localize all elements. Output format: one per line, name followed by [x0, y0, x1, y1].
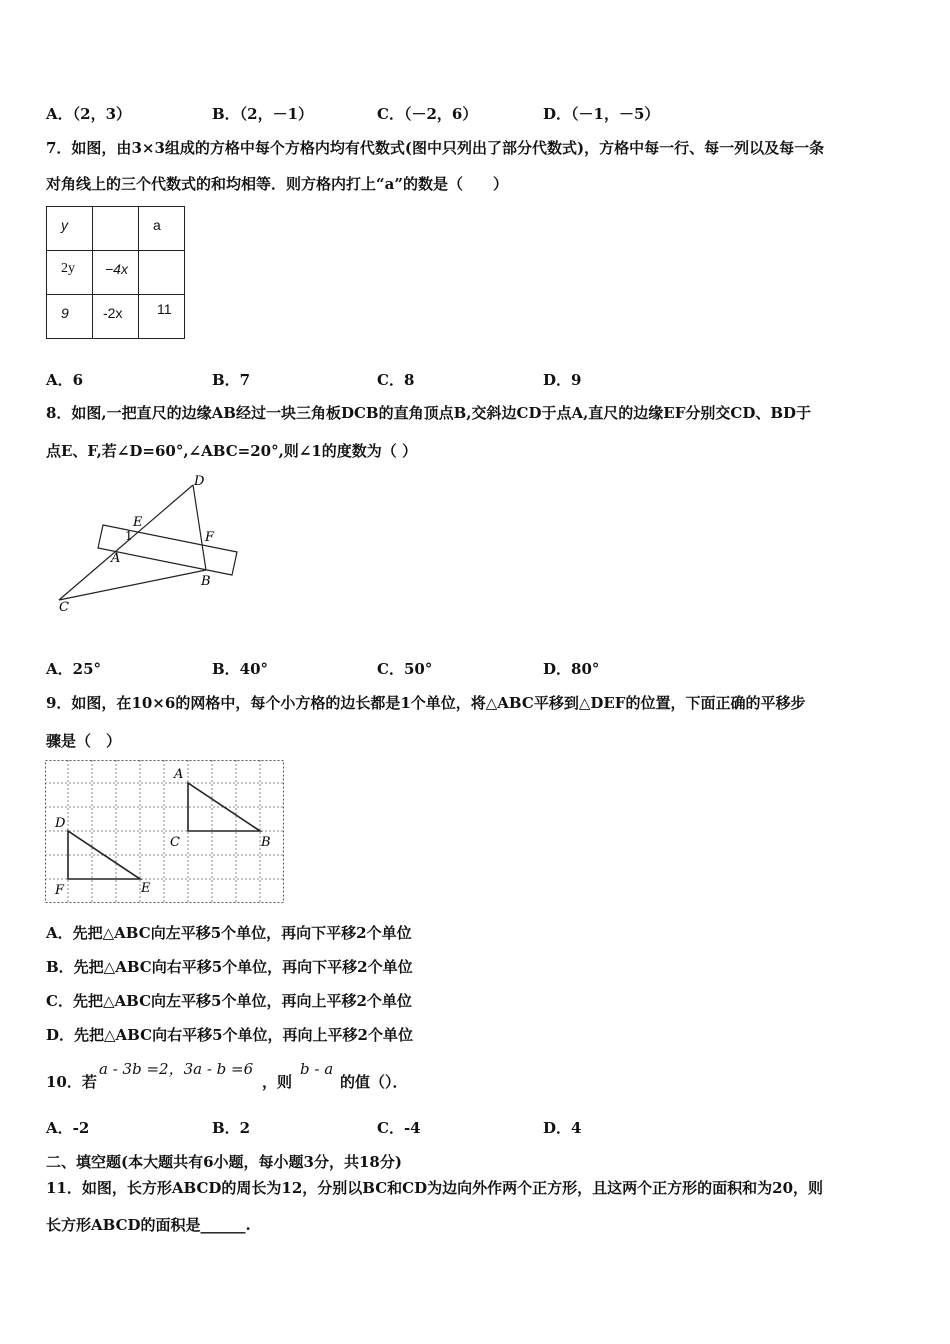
q10-prefix: 10．若: [46, 1073, 97, 1091]
q9-grid-figure: [45, 760, 285, 904]
label-e: E: [141, 881, 151, 896]
q7-option-d[interactable]: D．9: [543, 371, 582, 389]
label-c: C: [59, 600, 69, 615]
q7-grid: [46, 206, 185, 339]
triangle-side-cb: [59, 570, 206, 600]
q9-stem-line1: 9．如图，在10×6的网格中，每个小方格的边长都是1个单位，将△ABC平移到△DEF的位置，下面正确的平移步: [46, 694, 806, 712]
q8-option-b[interactable]: B．40°: [212, 660, 269, 678]
q7-cell: 11: [139, 295, 185, 339]
q7-option-a[interactable]: A．6: [46, 371, 84, 389]
label-f: F: [205, 530, 215, 545]
q10-mid: ，则: [262, 1073, 293, 1091]
label-d: D: [194, 474, 205, 489]
label-b: B: [261, 835, 271, 850]
q7-cell: -2x: [93, 295, 139, 339]
q6-option-c[interactable]: C．（－2，6）: [377, 105, 478, 123]
q10-option-b[interactable]: B．2: [212, 1119, 251, 1137]
q8-stem-line1: 8．如图,一把直尺的边缘AB经过一块三角板DCB的直角顶点B,交斜边CD于点A,直尺的边缘EF分别交CD、BD于: [46, 404, 812, 422]
q7-cell: [139, 251, 185, 295]
q8-stem-line2: 点E、F,若∠D=60°,∠ABC=20°,则∠1的度数为（ ）: [46, 442, 418, 460]
q10-option-d[interactable]: D．4: [543, 1119, 582, 1137]
q8-ruler-triangle-figure: [46, 468, 246, 618]
q11-stem-line1: 11．如图，长方形ABCD的周长为12，分别以BC和CD为边向外作两个正方形，且这两个正方形的面积和为20，则: [46, 1179, 824, 1197]
label-f: F: [55, 883, 65, 898]
q7-cell: a: [139, 207, 185, 251]
q9-option-c[interactable]: C．先把△ABC向左平移5个单位，再向上平移2个单位: [46, 992, 412, 1010]
q7-stem-line1: 7．如图，由3×3组成的方格中每个方格内均有代数式(图中只列出了部分代数式)，方格中每一行、每一列以及每一条: [46, 139, 825, 157]
label-c: C: [170, 835, 180, 850]
q6-option-d[interactable]: D．（－1，－5）: [543, 105, 660, 123]
q7-cell: −4x: [93, 251, 139, 295]
q10-option-c[interactable]: C．-4: [377, 1119, 421, 1137]
q7-cell: 9: [47, 295, 93, 339]
q9-option-b[interactable]: B．先把△ABC向右平移5个单位，再向下平移2个单位: [46, 958, 413, 976]
label-b: B: [201, 574, 211, 589]
q8-option-c[interactable]: C．50°: [377, 660, 433, 678]
q11-stem-line2: 长方形ABCD的面积是______.: [46, 1216, 251, 1234]
q10-suffix: 的值（）．: [340, 1073, 408, 1091]
grid-lines: [45, 760, 285, 904]
label-a: A: [174, 767, 184, 782]
q9-option-d[interactable]: D．先把△ABC向右平移5个单位，再向上平移2个单位: [46, 1026, 413, 1044]
q7-option-b[interactable]: B．7: [212, 371, 251, 389]
q7-cell: [93, 207, 139, 251]
q7-cell: y: [47, 207, 93, 251]
q10-option-a[interactable]: A．-2: [46, 1119, 90, 1137]
q9-stem-line2: 骤是（ ）: [46, 732, 122, 750]
q6-option-a[interactable]: A．（2，3）: [46, 105, 132, 123]
label-e: E: [133, 515, 143, 530]
q10-expr: b - a: [300, 1060, 334, 1078]
ruler-shape: [98, 525, 237, 575]
q7-cell: 2y: [47, 251, 93, 295]
q7-stem-line2: 对角线上的三个代数式的和均相等．则方格内打上“a”的数是（ ）: [46, 175, 508, 193]
label-angle-1: 1: [125, 529, 133, 543]
q6-option-b[interactable]: B．（2，－1）: [212, 105, 314, 123]
q10-formula: a - 3b =2，3a - b =6: [99, 1060, 254, 1078]
q9-option-a[interactable]: A．先把△ABC向左平移5个单位，再向下平移2个单位: [46, 924, 412, 942]
q8-option-a[interactable]: A．25°: [46, 660, 102, 678]
label-a: A: [111, 551, 121, 566]
section-2-heading: 二、填空题(本大题共有6小题，每小题3分，共18分): [46, 1153, 402, 1171]
q7-option-c[interactable]: C．8: [377, 371, 415, 389]
triangle-side-db: [193, 485, 206, 570]
q8-option-d[interactable]: D．80°: [543, 660, 600, 678]
label-d: D: [55, 816, 66, 831]
